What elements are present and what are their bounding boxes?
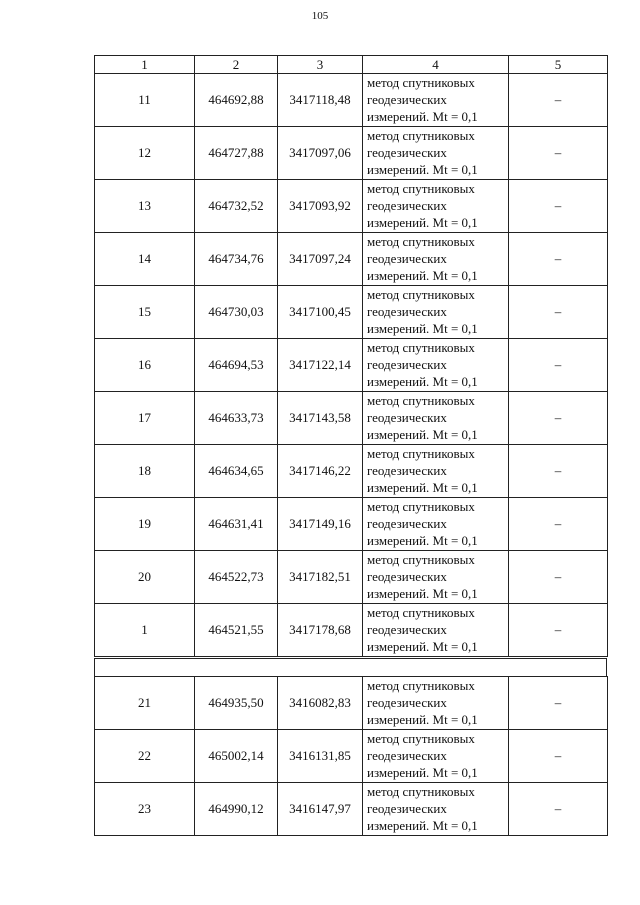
method-text-line: геодезических	[367, 198, 447, 213]
method-cell	[363, 127, 509, 180]
method-cell	[363, 339, 509, 392]
point-number-cell: 22	[95, 730, 195, 783]
method-text-line: измерений. Mt = 0,1	[367, 215, 478, 230]
y-coordinate-cell: 3417143,58	[278, 392, 363, 445]
point-number-cell: 18	[95, 445, 195, 498]
table-row	[95, 180, 608, 233]
method-cell	[363, 286, 509, 339]
method-text-line: метод спутниковых	[367, 731, 475, 746]
point-number-cell: 15	[95, 286, 195, 339]
description-cell: –	[509, 180, 608, 233]
method-text-line: измерений. Mt = 0,1	[367, 109, 478, 124]
x-coordinate-cell: 464727,88	[195, 127, 278, 180]
method-text-line: измерений. Mt = 0,1	[367, 533, 478, 548]
table-row	[95, 74, 608, 127]
method-text-line: метод спутниковых	[367, 552, 475, 567]
method-cell	[363, 498, 509, 551]
description-cell: –	[509, 233, 608, 286]
method-cell	[363, 74, 509, 127]
point-number-cell: 12	[95, 127, 195, 180]
table-row	[95, 233, 608, 286]
y-coordinate-cell: 3417182,51	[278, 551, 363, 604]
point-number-cell: 23	[95, 783, 195, 836]
point-number-cell: 20	[95, 551, 195, 604]
page-number: 105	[311, 10, 329, 22]
method-text-line: геодезических	[367, 463, 447, 478]
point-number-cell: 14	[95, 233, 195, 286]
description-cell: –	[509, 604, 608, 657]
method-cell	[363, 392, 509, 445]
x-coordinate-cell: 464522,73	[195, 551, 278, 604]
method-text-line: метод спутниковых	[367, 784, 475, 799]
method-text-line: геодезических	[367, 357, 447, 372]
description-cell: –	[509, 551, 608, 604]
y-coordinate-cell: 3417178,68	[278, 604, 363, 657]
x-coordinate-cell: 464734,76	[195, 233, 278, 286]
table-row	[95, 445, 608, 498]
table-row	[95, 498, 608, 551]
y-coordinate-cell: 3416147,97	[278, 783, 363, 836]
method-text-line: метод спутниковых	[367, 393, 475, 408]
table-row	[95, 730, 608, 783]
method-text-line: измерений. Mt = 0,1	[367, 321, 478, 336]
method-text-line: геодезических	[367, 516, 447, 531]
description-cell: –	[509, 286, 608, 339]
method-cell	[363, 783, 509, 836]
method-cell	[363, 730, 509, 783]
method-text-line: геодезических	[367, 801, 447, 816]
table-row	[95, 551, 608, 604]
method-text-line: метод спутниковых	[367, 128, 475, 143]
description-cell: –	[509, 339, 608, 392]
coordinates-table	[94, 55, 608, 657]
method-text-line: метод спутниковых	[367, 678, 475, 693]
y-coordinate-cell: 3417122,14	[278, 339, 363, 392]
table-row	[95, 677, 608, 730]
method-text-line: измерений. Mt = 0,1	[367, 480, 478, 495]
coordinates-table-part-2	[94, 676, 608, 836]
point-number-cell: 19	[95, 498, 195, 551]
header-col-1: 1	[95, 56, 195, 74]
method-cell	[363, 180, 509, 233]
y-coordinate-cell: 3416082,83	[278, 677, 363, 730]
description-cell: –	[509, 730, 608, 783]
method-text-line: измерений. Mt = 0,1	[367, 586, 478, 601]
method-text-line: измерений. Mt = 0,1	[367, 765, 478, 780]
method-text-line: метод спутниковых	[367, 234, 475, 249]
method-text-line: метод спутниковых	[367, 287, 475, 302]
method-text-line: геодезических	[367, 92, 447, 107]
x-coordinate-cell: 464521,55	[195, 604, 278, 657]
section-separator-row	[94, 658, 607, 677]
table-row	[95, 127, 608, 180]
method-text-line: геодезических	[367, 748, 447, 763]
x-coordinate-cell: 464732,52	[195, 180, 278, 233]
method-cell	[363, 445, 509, 498]
method-cell	[363, 604, 509, 657]
x-coordinate-cell: 464634,65	[195, 445, 278, 498]
method-text-line: геодезических	[367, 695, 447, 710]
x-coordinate-cell: 464692,88	[195, 74, 278, 127]
description-cell: –	[509, 783, 608, 836]
point-number-cell: 16	[95, 339, 195, 392]
header-col-4: 4	[363, 56, 509, 74]
header-col-3: 3	[278, 56, 363, 74]
x-coordinate-cell: 464730,03	[195, 286, 278, 339]
table-row	[95, 783, 608, 836]
method-text-line: измерений. Mt = 0,1	[367, 374, 478, 389]
x-coordinate-cell: 464631,41	[195, 498, 278, 551]
x-coordinate-cell: 464990,12	[195, 783, 278, 836]
y-coordinate-cell: 3417149,16	[278, 498, 363, 551]
method-cell	[363, 233, 509, 286]
point-number-cell: 11	[95, 74, 195, 127]
table-row	[95, 392, 608, 445]
method-cell	[363, 677, 509, 730]
method-text-line: метод спутниковых	[367, 75, 475, 90]
header-row	[95, 56, 608, 74]
method-cell	[363, 551, 509, 604]
table-row	[95, 604, 608, 657]
y-coordinate-cell: 3417146,22	[278, 445, 363, 498]
y-coordinate-cell: 3417097,06	[278, 127, 363, 180]
description-cell: –	[509, 392, 608, 445]
x-coordinate-cell: 465002,14	[195, 730, 278, 783]
method-text-line: геодезических	[367, 251, 447, 266]
method-text-line: измерений. Mt = 0,1	[367, 162, 478, 177]
method-text-line: измерений. Mt = 0,1	[367, 427, 478, 442]
y-coordinate-cell: 3417118,48	[278, 74, 363, 127]
y-coordinate-cell: 3417100,45	[278, 286, 363, 339]
method-text-line: измерений. Mt = 0,1	[367, 268, 478, 283]
x-coordinate-cell: 464694,53	[195, 339, 278, 392]
header-col-2: 2	[195, 56, 278, 74]
table-row	[95, 286, 608, 339]
description-cell: –	[509, 127, 608, 180]
method-text-line: метод спутниковых	[367, 181, 475, 196]
method-text-line: геодезических	[367, 569, 447, 584]
description-cell: –	[509, 445, 608, 498]
point-number-cell: 17	[95, 392, 195, 445]
description-cell: –	[509, 498, 608, 551]
method-text-line: метод спутниковых	[367, 605, 475, 620]
method-text-line: геодезических	[367, 410, 447, 425]
x-coordinate-cell: 464935,50	[195, 677, 278, 730]
method-text-line: метод спутниковых	[367, 340, 475, 355]
method-text-line: измерений. Mt = 0,1	[367, 712, 478, 727]
description-cell: –	[509, 74, 608, 127]
method-text-line: метод спутниковых	[367, 446, 475, 461]
method-text-line: метод спутниковых	[367, 499, 475, 514]
point-number-cell: 21	[95, 677, 195, 730]
header-col-5: 5	[509, 56, 608, 74]
y-coordinate-cell: 3416131,85	[278, 730, 363, 783]
y-coordinate-cell: 3417093,92	[278, 180, 363, 233]
y-coordinate-cell: 3417097,24	[278, 233, 363, 286]
table-row	[95, 339, 608, 392]
point-number-cell: 1	[95, 604, 195, 657]
method-text-line: измерений. Mt = 0,1	[367, 639, 478, 654]
description-cell: –	[509, 677, 608, 730]
point-number-cell: 13	[95, 180, 195, 233]
method-text-line: измерений. Mt = 0,1	[367, 818, 478, 833]
method-text-line: геодезических	[367, 304, 447, 319]
method-text-line: геодезических	[367, 622, 447, 637]
method-text-line: геодезических	[367, 145, 447, 160]
x-coordinate-cell: 464633,73	[195, 392, 278, 445]
